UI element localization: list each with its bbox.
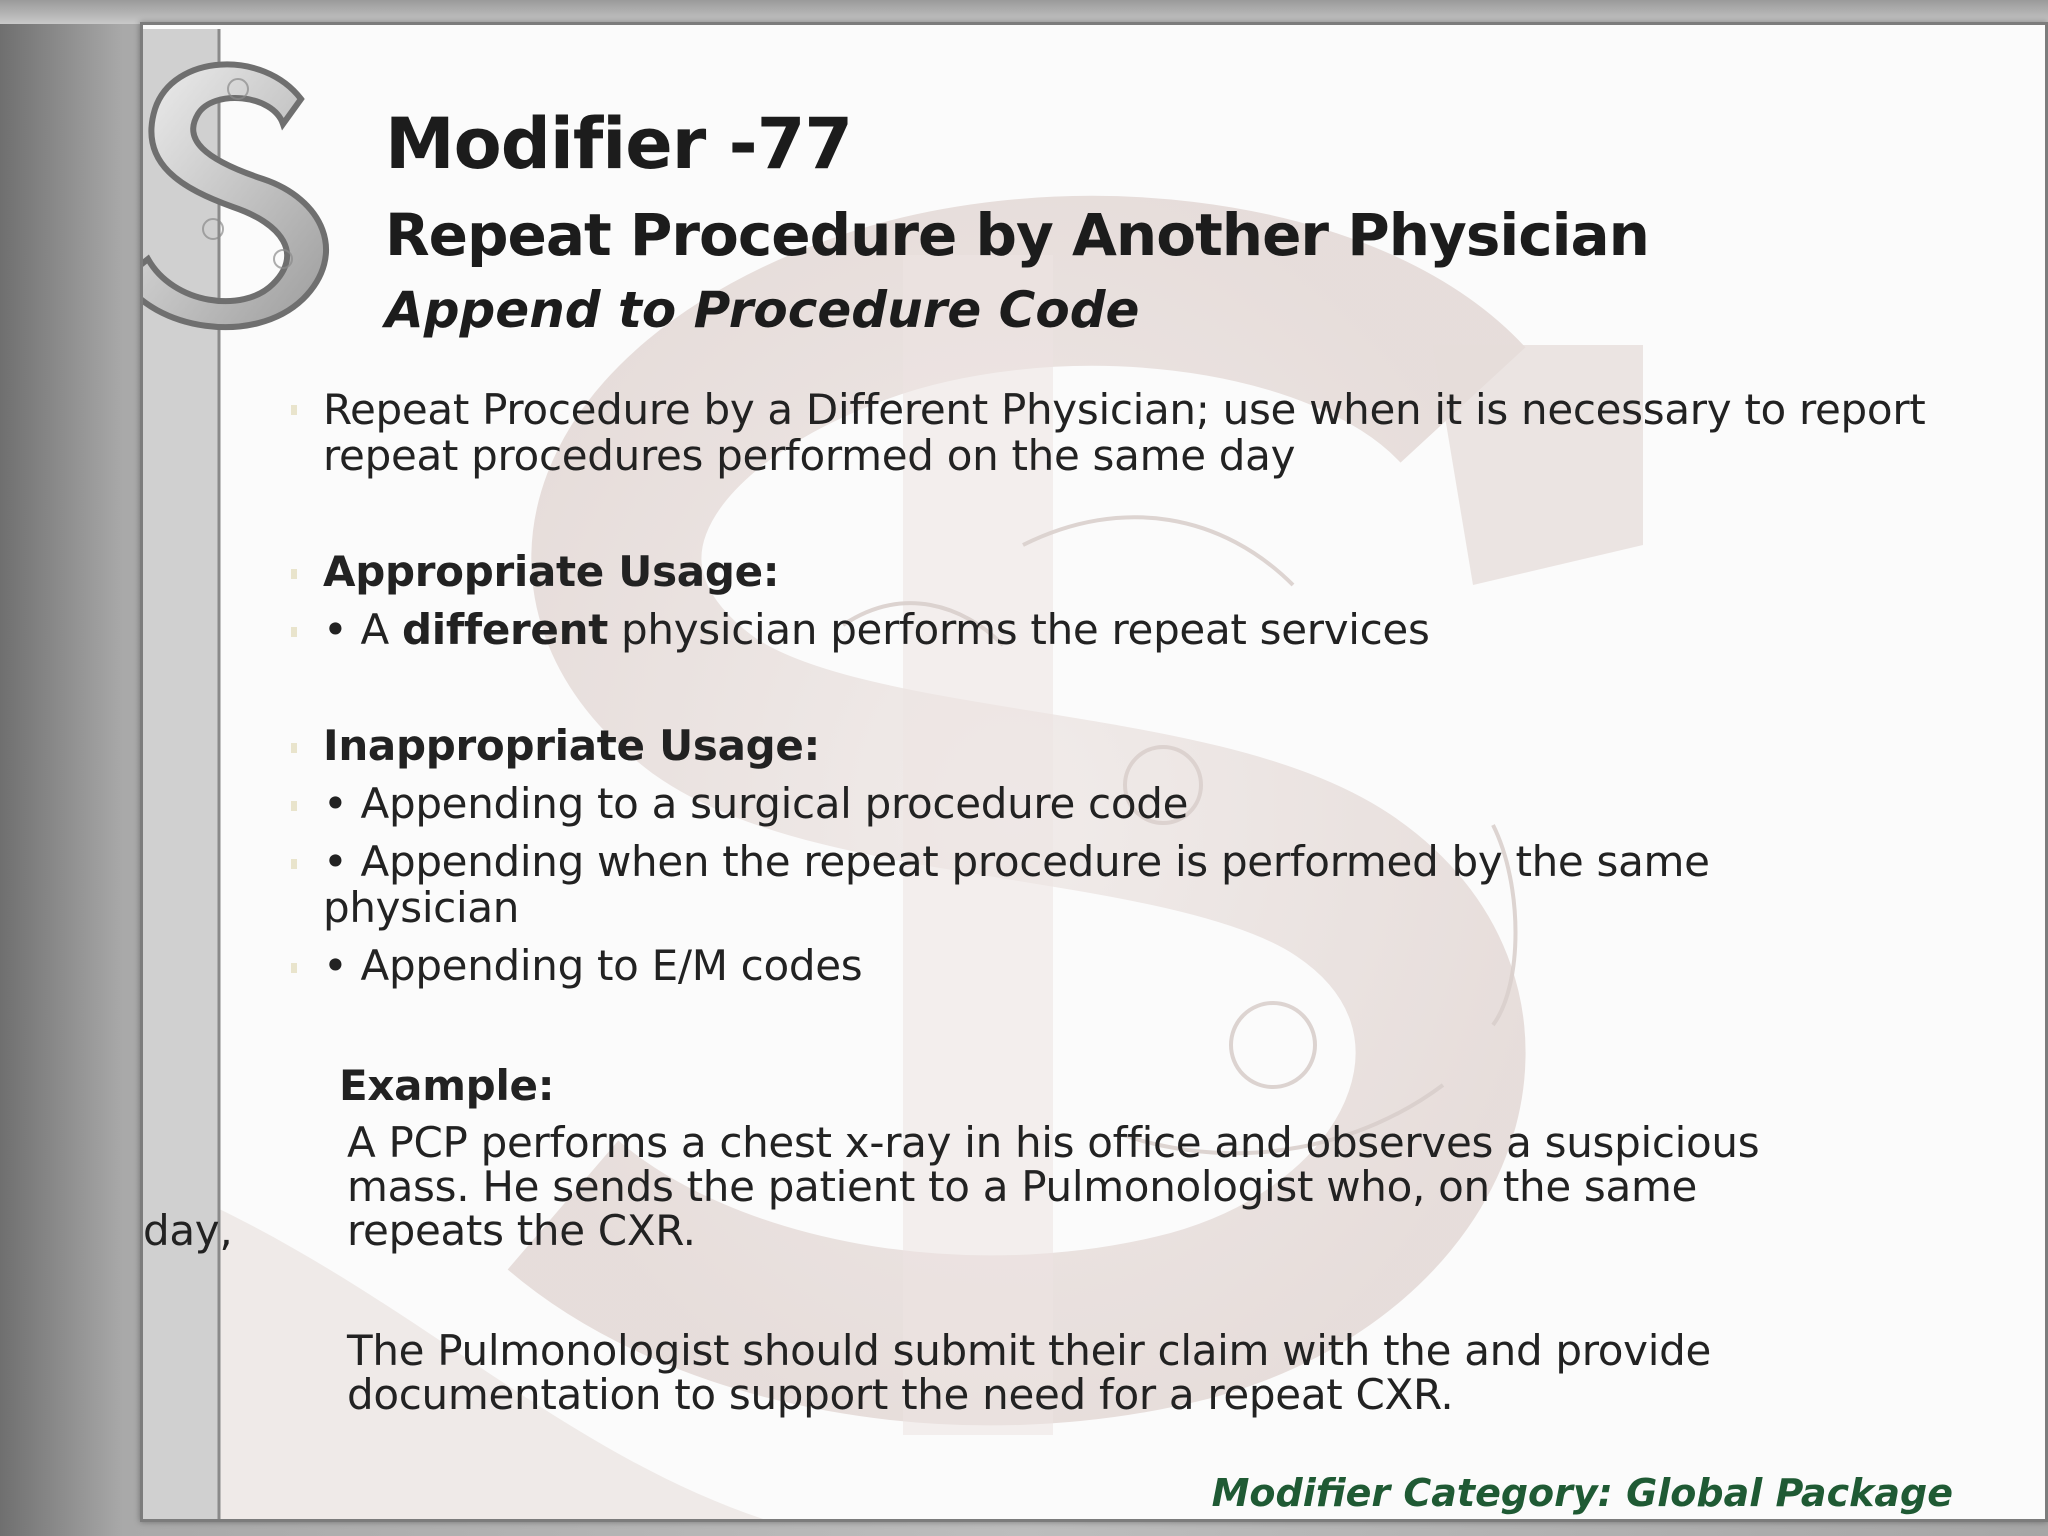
example-line-2: mass. He sends the patient to a Pulmonologist who, on the same [347, 1162, 1698, 1211]
inappropriate-bullet-2-line-1: • Appending when the repeat procedure is performed by the same [323, 837, 1710, 886]
slide-panel [140, 22, 2048, 1522]
example-line-3-prefix: day, [143, 1206, 233, 1255]
appropriate-usage-bullet [323, 607, 2048, 653]
inappropriate-bullet-2 [323, 839, 2048, 931]
appropriate-usage-heading: Appropriate Usage: [323, 547, 780, 596]
bullet-text-emphasis: different [402, 605, 608, 654]
example-heading: Example: [339, 1061, 555, 1110]
description-line-1: Repeat Procedure by a Different Physician; use when it is necessary to report [323, 385, 1926, 434]
bullet-marker [291, 627, 297, 637]
slide-subtitle-italic: Append to Procedure Code [385, 281, 1140, 339]
bullet-marker [291, 801, 297, 811]
description-paragraph [323, 387, 2048, 479]
example-line-3: repeats the CXR. [347, 1206, 696, 1255]
bullet-marker [291, 859, 297, 869]
example-line-1: A PCP performs a chest x-ray in his office and observes a suspicious [347, 1118, 1760, 1167]
inappropriate-bullet-3: • Appending to E/M codes [323, 941, 863, 990]
example-line-4: The Pulmonologist should submit their claim with the and provide [347, 1326, 1711, 1375]
bullet-marker [291, 963, 297, 973]
inappropriate-bullet-1: • Appending to a surgical procedure code [323, 779, 1189, 828]
slide-title: Modifier -77 [385, 103, 853, 185]
modifier-category-footer: Modifier Category: Global Package [1211, 1471, 1953, 1515]
top-frame [0, 0, 2048, 24]
bullet-marker [291, 405, 297, 415]
description-line-2: repeat procedures performed on the same day [323, 431, 1296, 480]
bullet-text-prefix: • A [323, 605, 403, 654]
inappropriate-bullet-2-line-2: physician [323, 883, 520, 932]
bullet-marker [291, 569, 297, 579]
example-line-5: documentation to support the need for a repeat CXR. [347, 1370, 1454, 1419]
bullet-marker [291, 743, 297, 753]
inappropriate-usage-heading: Inappropriate Usage: [323, 721, 821, 770]
dollar-puzzle-icon [143, 29, 363, 1522]
slide-subtitle: Repeat Procedure by Another Physician [385, 201, 1649, 269]
bullet-text-suffix: physician performs the repeat services [607, 605, 1430, 654]
